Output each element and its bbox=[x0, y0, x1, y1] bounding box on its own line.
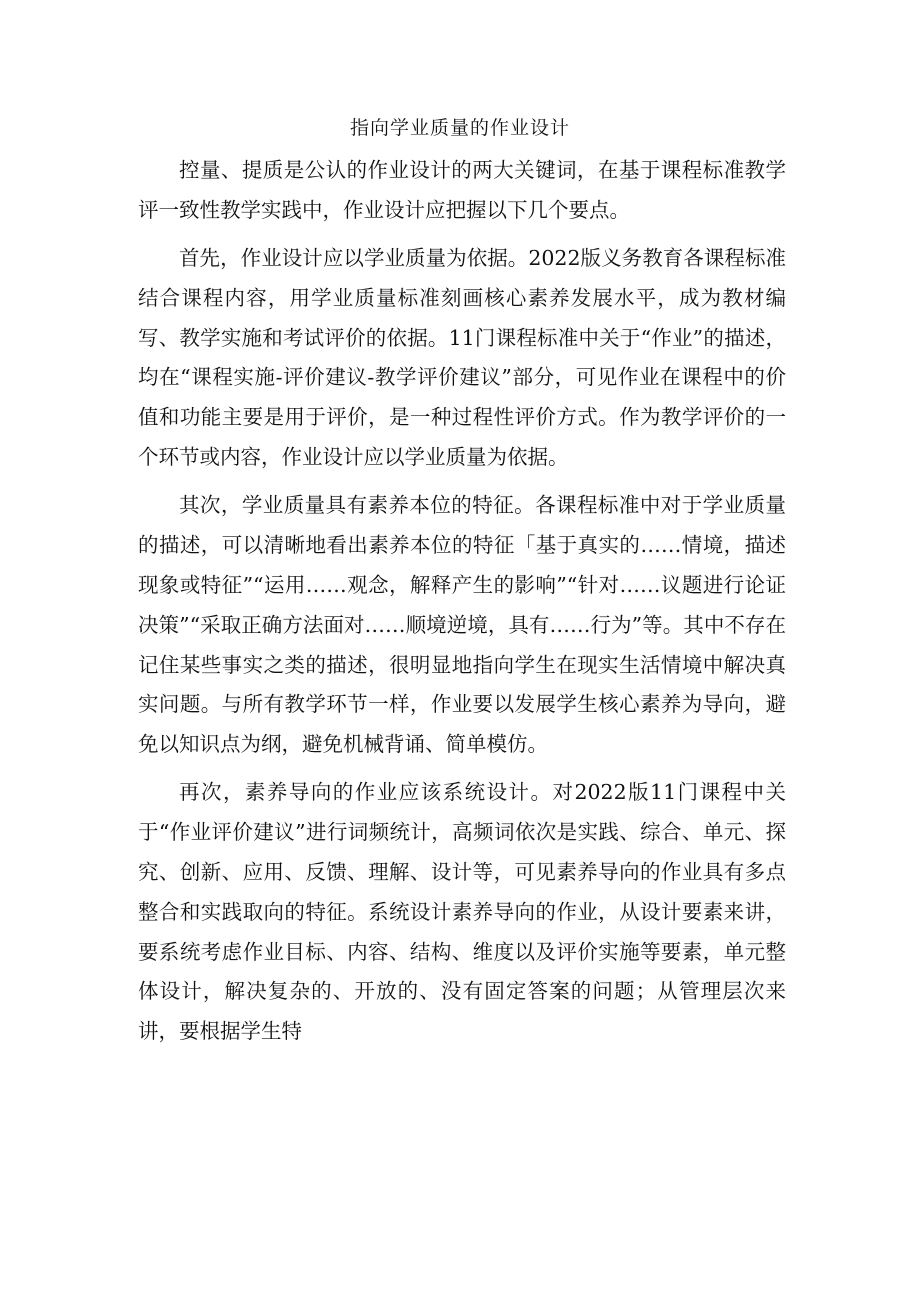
paragraph-intro: 控量、提质是公认的作业设计的两大关键词，在基于课程标准教学评一致性教学实践中，作业设计应把握以下几个要点。 bbox=[138, 158, 786, 222]
document-body bbox=[138, 151, 786, 1061]
document-title: 指向学业质量的作业设计 bbox=[349, 117, 570, 139]
paragraph-second-point: 其次，学业质量具有素养本位的特征。各课程标准中对于学业质量的描述，可以清晰地看出素养本位的特征「基于真实的……情境，描述现象或特征”“运用……观念，解释产生的影响”“针对……议题进行论证决策”“采取正确方法面对……顺境逆境，具有……行为”等。其中不存在记住某些事实之类的描述，很明显地指向学生在现实生活情境中解决真实问题。与所有教学环节一样，作业要以发展学生核心素养为导向，避免以知识点为纲，避免机械背诵、简单模仿。 bbox=[138, 493, 786, 757]
paragraph-third-point: 再次，素养导向的作业应该系统设计。对2022版11门课程中关于“作业评价建议”进行词频统计，高频词依次是实践、综合、单元、探究、创新、应用、反馈、理解、设计等，可见素养导向的作业具有多点整合和实践取向的特征。系统设计素养导向的作业，从设计要素来讲，要系统考虑作业目标、内容、结构、维度以及评价实施等要素，单元整体设计，解决复杂的、开放的、没有固定答案的问题；从管理层次来讲，要根据学生特 bbox=[138, 780, 786, 1044]
paragraph-first-point: 首先，作业设计应以学业质量为依据。2022版义务教育各课程标准结合课程内容，用学业质量标准刻画核心素养发展水平，成为教材编写、教学实施和考试评价的依据。11门课程标准中关于“作业”的描述，均在“课程实施-评价建议-教学评价建议”部分，可见作业在课程中的价值和功能主要是用于评价，是一种过程性评价方式。作为教学评价的一个环节或内容，作业设计应以学业质量为依据。 bbox=[138, 246, 786, 470]
